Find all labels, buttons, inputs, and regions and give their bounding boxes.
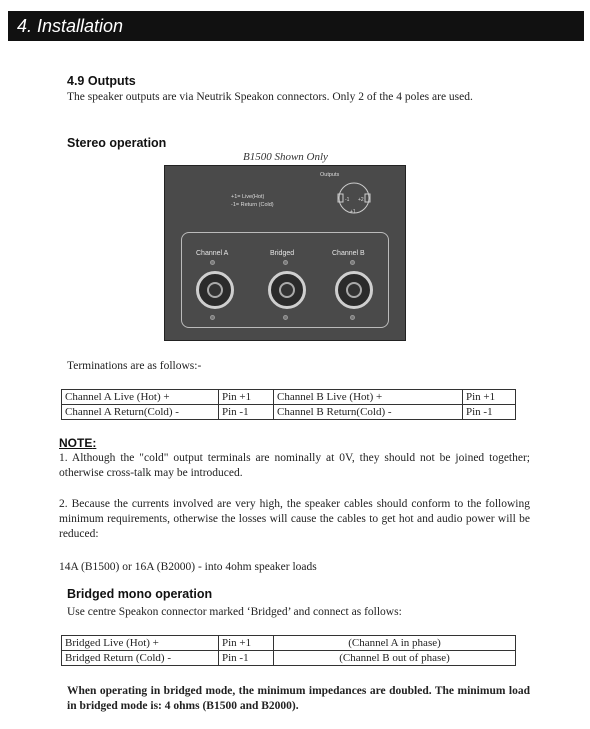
table-cell: Bridged Return (Cold) - (62, 651, 219, 666)
table-row (62, 651, 516, 666)
bridged-description: Use centre Speakon connector marked ‘Bridged’ and connect as follows: (67, 606, 402, 618)
screw-icon (210, 260, 215, 265)
table-cell: Channel A Live (Hot) + (62, 390, 219, 405)
image-caption: B1500 Shown Only (243, 151, 328, 163)
note-item-2: 2. Because the currents involved are very high, the speaker cables should conform to the following minimum requirements, otherwise the losses will cause the cables to get hot and audio power will be reduced: (59, 498, 530, 540)
screw-icon (350, 260, 355, 265)
note-heading: NOTE: (59, 436, 97, 450)
svg-text:+2: +2 (358, 197, 364, 203)
section-banner: 4. Installation (8, 11, 584, 41)
table-cell: Bridged Live (Hot) + (62, 636, 219, 651)
legend-live: +1= Live(Hot) (231, 194, 265, 200)
table-cell: Channel B Return(Cold) - (274, 405, 463, 420)
table-row (62, 405, 516, 420)
legend-return: -1= Return (Cold) (231, 202, 274, 208)
bridged-terminations-table (61, 635, 516, 666)
speakon-connector-channel-b (335, 271, 373, 309)
outputs-legend-label: Outputs (320, 172, 340, 178)
table-cell: Pin +1 (463, 390, 516, 405)
table-cell: Pin -1 (219, 405, 274, 420)
table-cell: (Channel A in phase) (274, 636, 516, 651)
screw-icon (210, 315, 215, 320)
outputs-description: The speaker outputs are via Neutrik Speakon connectors. Only 2 of the 4 poles are used. (67, 91, 473, 103)
screw-icon (283, 260, 288, 265)
screw-icon (350, 315, 355, 320)
speakon-pin-diagram-icon (331, 180, 377, 216)
label-bridged: Bridged (270, 250, 295, 257)
screw-icon (283, 315, 288, 320)
bridged-heading: Bridged mono operation (67, 587, 213, 601)
table-cell: Pin +1 (219, 636, 274, 651)
table-cell: Pin -1 (219, 651, 274, 666)
table-row (62, 390, 516, 405)
stereo-terminations-table (61, 389, 516, 420)
table-cell: Channel B Live (Hot) + (274, 390, 463, 405)
table-cell: Pin +1 (219, 390, 274, 405)
terminations-intro: Terminations are as follows:- (67, 360, 202, 372)
rear-panel-photo (164, 165, 406, 341)
svg-text:-1: -1 (345, 197, 350, 203)
cable-spec: 14A (B1500) or 16A (B2000) - into 4ohm speaker loads (59, 561, 317, 573)
outputs-heading: 4.9 Outputs (67, 74, 136, 88)
table-cell: Pin -1 (463, 405, 516, 420)
label-channel-a: Channel A (196, 250, 229, 257)
table-cell: Channel A Return(Cold) - (62, 405, 219, 420)
svg-text:+1: +1 (350, 209, 356, 215)
note-label: NOTE (59, 436, 93, 450)
label-channel-b: Channel B (332, 250, 365, 257)
table-row (62, 636, 516, 651)
speakon-connector-bridged (268, 271, 306, 309)
bridged-warning: When operating in bridged mode, the minimum impedances are doubled. The minimum load in bridged mode is: 4 ohms (B1500 and B2000). (67, 685, 530, 712)
connector-bay (181, 232, 389, 328)
speakon-connector-channel-a (196, 271, 234, 309)
note-item-1: 1. Although the "cold" output terminals are nominally at 0V, they should not be joined together; otherwise cross-talk may be introduced. (59, 452, 530, 479)
table-cell: (Channel B out of phase) (274, 651, 516, 666)
stereo-heading: Stereo operation (67, 136, 167, 150)
